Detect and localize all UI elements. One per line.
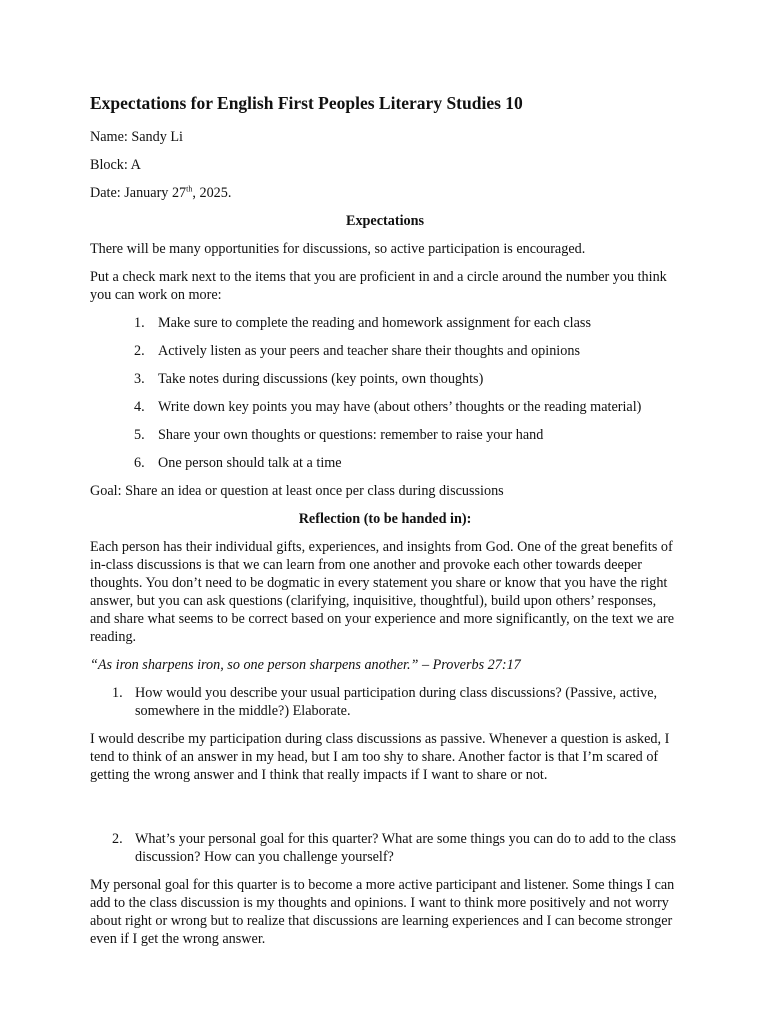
reflection-questions — [90, 684, 680, 720]
checklist-item — [90, 314, 680, 332]
question-number: 2. — [112, 831, 123, 847]
date-line — [90, 184, 680, 202]
blank-space — [90, 794, 680, 830]
checklist-item-number: 6. — [134, 455, 145, 471]
question-text: What’s your personal goal for this quarter? What are some things you can do to add to the class discussion? How can you challenge yourself? — [135, 831, 677, 865]
checklist-item — [90, 454, 680, 472]
checklist-item-number: 5. — [134, 427, 145, 443]
question-number: 1. — [112, 685, 123, 701]
checklist-item-number: 4. — [134, 399, 145, 415]
answer-1: I would describe my participation during class discussions as passive. Whenever a question is asked, I tend to think of an answer in my head, but I am too shy to share. Another factor is that I’m scared of getting the wrong answer and I think that really impacts if I want to share or not. — [90, 731, 670, 783]
expectations-checklist — [90, 314, 680, 472]
document-page — [90, 92, 680, 958]
block-line: Block: A — [90, 157, 141, 173]
date-suffix: , 2025. — [192, 185, 232, 201]
question-text: How would you describe your usual participation during class discussions? (Passive, active, somewhere in the middle?) Elaborate. — [135, 685, 658, 719]
document-title: Expectations for English First Peoples Literary Studies 10 — [90, 93, 523, 113]
intro-paragraph: There will be many opportunities for discussions, so active participation is encouraged. — [90, 241, 586, 257]
checklist-item-text: Make sure to complete the reading and homework assignment for each class — [158, 315, 591, 331]
expectations-heading: Expectations — [345, 213, 425, 229]
reflection-questions — [90, 830, 680, 866]
instruction-paragraph: Put a check mark next to the items that you are proficient in and a circle around the number you think you can work on more: — [90, 269, 667, 303]
checklist-item — [90, 426, 680, 444]
checklist-item-number: 3. — [134, 371, 145, 387]
reflection-paragraph: Each person has their individual gifts, experiences, and insights from God. One of the great benefits of in-class discussions is that we can learn from one another and provoke each other towards deeper thoughts. You don’t need to be dogmatic in every statement you share or know that you have the right answer, but you can ask questions (clarifying, inquisitive, thoughtful), build upon others’ responses, and share what seems to be correct based on your experience and more significantly, on the text we are reading. — [90, 539, 675, 645]
date-prefix: Date: January 27 — [90, 185, 187, 201]
checklist-item-text: Actively listen as your peers and teacher share their thoughts and opinions — [158, 343, 580, 359]
checklist-item-number: 2. — [134, 343, 145, 359]
checklist-item-text: Take notes during discussions (key points, own thoughts) — [158, 371, 484, 387]
checklist-item-number: 1. — [134, 315, 145, 331]
goal-line: Goal: Share an idea or question at least once per class during discussions — [90, 483, 504, 499]
checklist-item-text: Write down key points you may have (about others’ thoughts or the reading material) — [158, 399, 642, 415]
checklist-item-text: One person should talk at a time — [158, 455, 342, 471]
checklist-item — [90, 342, 680, 360]
checklist-item — [90, 398, 680, 416]
reflection-heading: Reflection (to be handed in): — [298, 511, 472, 527]
question-item — [90, 684, 680, 720]
date-superscript: th — [186, 184, 193, 194]
question-item — [90, 830, 680, 866]
checklist-item-text: Share your own thoughts or questions: remember to raise your hand — [158, 427, 544, 443]
name-line: Name: Sandy Li — [90, 129, 183, 145]
answer-2: My personal goal for this quarter is to become a more active participant and listener. Some things I can add to the class discussion is my thoughts and opinions. I want to think more positively and not worry about right or wrong but to realize that discussions are learning experiences and I can become stronger even if I get the wrong answer. — [90, 877, 675, 947]
proverb-quote: “As iron sharpens iron, so one person sharpens another.” – Proverbs 27:17 — [90, 657, 521, 673]
checklist-item — [90, 370, 680, 388]
